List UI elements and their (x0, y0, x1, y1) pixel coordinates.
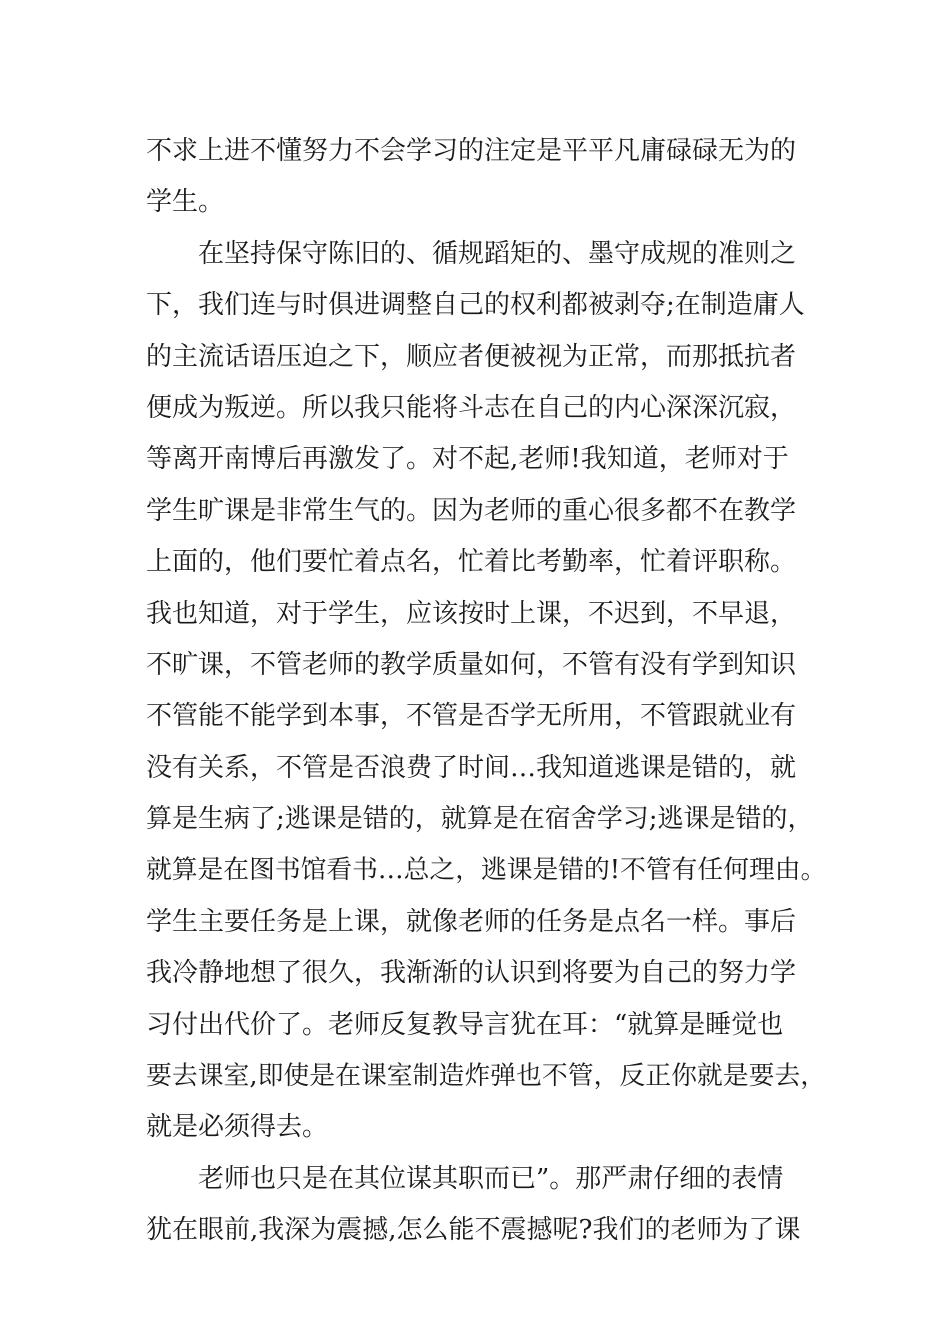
text-line: 上面的，他们要忙着点名，忙着比考勤率，忙着评职称。 (146, 547, 797, 578)
text-line: 犹在眼前,我深为震撼,怎么能不震撼呢?我们的老师为了课 (146, 1215, 801, 1246)
text-line: 没有关系，不管是否浪费了时间…我知道逃课是错的，就 (146, 752, 797, 783)
text-line: 学生。 (146, 187, 225, 218)
text-line: 老师也只是在其位谋其职而已”。那严肃仔细的表情 (198, 1163, 784, 1194)
text-line: 就算是在图书馆看书…总之，逃课是错的!不管有任何理由。 (146, 855, 827, 886)
text-line: 不旷课，不管老师的教学质量如何，不管有没有学到知识 (146, 649, 797, 680)
text-line: 的主流话语压迫之下，顺应者便被视为正常，而那抵抗者 (146, 341, 797, 372)
text-line: 不求上进不懂努力不会学习的注定是平平凡庸碌碌无为的 (146, 136, 797, 166)
text-line: 学生旷课是非常生气的。因为老师的重心很多都不在教学 (146, 495, 797, 526)
text-line: 我冷静地想了很久，我渐渐的认识到将要为自己的努力学 (146, 958, 797, 989)
text-line: 学生主要任务是上课，就像老师的任务是点名一样。事后 (146, 906, 797, 937)
text-line: 下，我们连与时俱进调整自己的权利都被剥夺;在制造庸人 (146, 290, 805, 321)
text-line: 不管能不能学到本事，不管是否学无所用，不管跟就业有 (146, 701, 797, 732)
text-line: 我也知道，对于学生，应该按时上课，不迟到，不早退， (146, 598, 797, 629)
text-line: 便成为叛逆。所以我只能将斗志在自己的内心深深沉寂， (146, 392, 797, 423)
body-text (146, 126, 826, 1257)
text-line: 等离开南博后再激发了。对不起,老师!我知道，老师对于 (146, 444, 789, 475)
text-line: 就是必须得去。 (146, 1112, 329, 1143)
text-line: 要去课室,即使是在课室制造炸弹也不管，反正你就是要去， (146, 1061, 827, 1092)
text-line: 在坚持保守陈旧的、循规蹈矩的、墨守成规的准则之 (198, 238, 797, 269)
text-line: 习付出代价了。老师反复教导言犹在耳：“就算是睡觉也 (146, 1009, 784, 1040)
text-line: 算是生病了;逃课是错的，就算是在宿舍学习;逃课是错的， (146, 804, 814, 835)
